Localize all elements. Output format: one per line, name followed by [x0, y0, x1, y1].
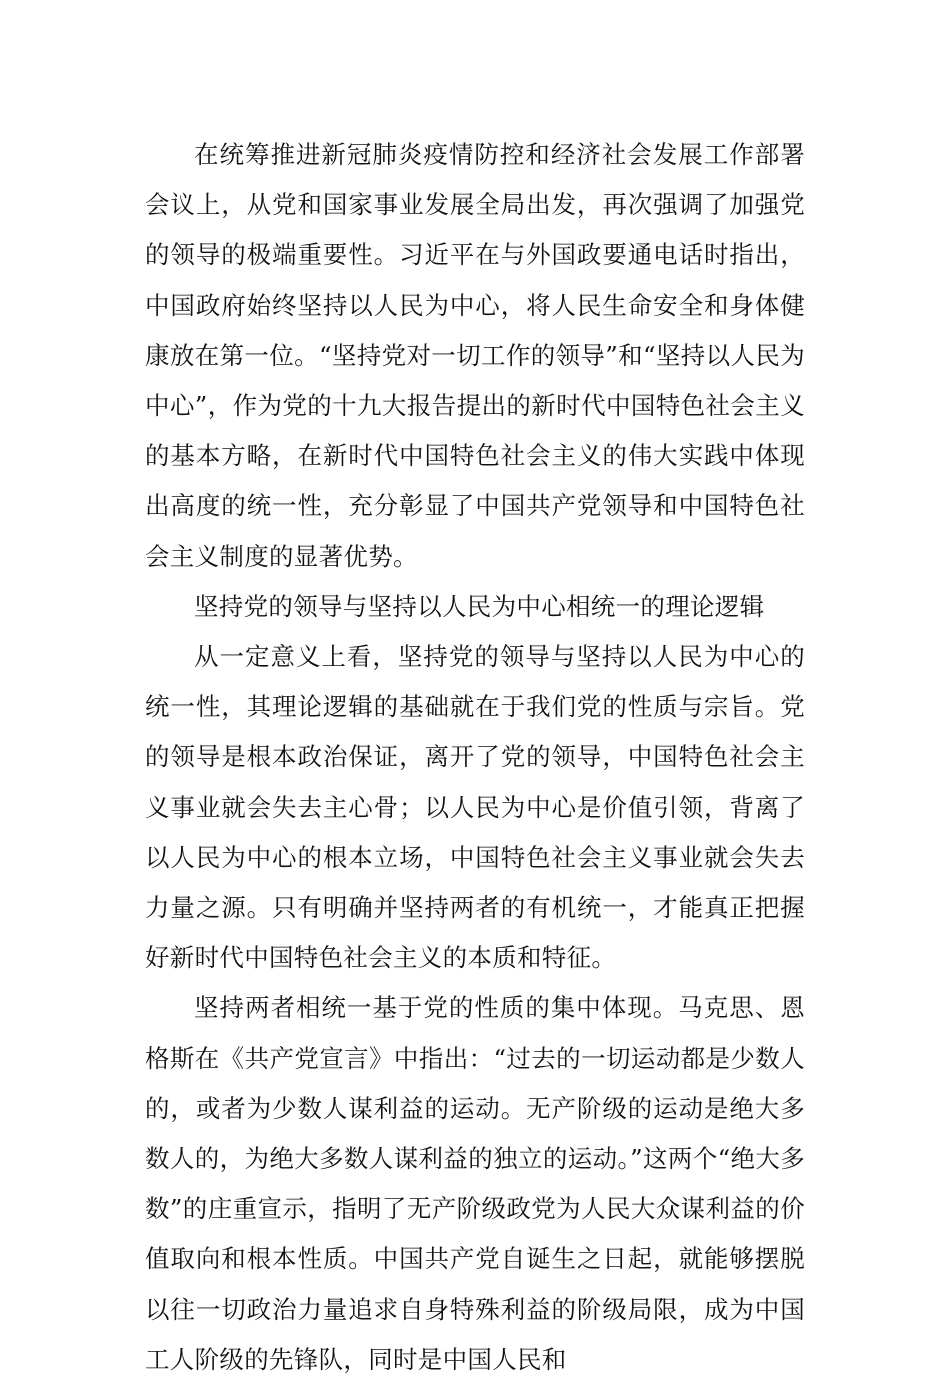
document-body: [145, 130, 805, 1385]
paragraph-party-nature: 坚持两者相统一基于党的性质的集中体现。马克思、恩格斯在《共产党宣言》中指出：“过去的一切运动都是少数人的，或者为少数人谋利益的运动。无产阶级的运动是绝大多数人的，为绝大多数人谋利益的独立的运动。”这两个“绝大多数”的庄重宣示，指明了无产阶级政党为人民大众谋利益的价值取向和根本性质。中国共产党自诞生之日起，就能够摆脱以往一切政治力量追求自身特殊利益的阶级局限，成为中国工人阶级的先锋队，同时是中国人民和: [145, 993, 805, 1374]
section-heading: 坚持党的领导与坚持以人民为中心相统一的理论逻辑: [194, 591, 765, 621]
paragraph-intro: 在统筹推进新冠肺炎疫情防控和经济社会发展工作部署会议上，从党和国家事业发展全局出发，再次强调了加强党的领导的极端重要性。习近平在与外国政要通电话时指出，中国政府始终坚持以人民为中心，将人民生命安全和身体健康放在第一位。“坚持党对一切工作的领导”和“坚持以人民为中心”，作为党的十九大报告提出的新时代中国特色社会主义的基本方略，在新时代中国特色社会主义的伟大实践中体现出高度的统一性，充分彰显了中国共产党领导和中国特色社会主义制度的显著优势。: [145, 140, 805, 571]
paragraph-theory-logic: 从一定意义上看，坚持党的领导与坚持以人民为中心的统一性，其理论逻辑的基础就在于我们党的性质与宗旨。党的领导是根本政治保证，离开了党的领导，中国特色社会主义事业就会失去主心骨；以人民为中心是价值引领，背离了以人民为中心的根本立场，中国特色社会主义事业就会失去力量之源。只有明确并坚持两者的有机统一，才能真正把握好新时代中国特色社会主义的本质和特征。: [145, 642, 805, 973]
